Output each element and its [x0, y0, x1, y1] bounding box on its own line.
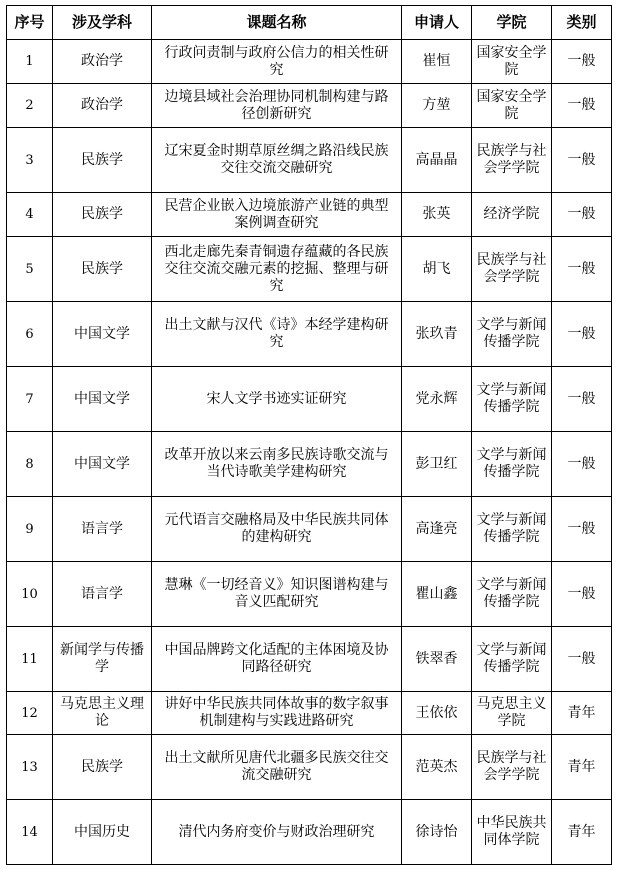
cell-subject: 政治学	[53, 40, 152, 84]
cell-subject: 中国文学	[53, 367, 152, 432]
cell-category: 一般	[552, 497, 612, 562]
cell-no: 14	[7, 800, 53, 865]
cell-title: 民营企业嵌入边境旅游产业链的典型案例调查研究	[152, 193, 402, 237]
cell-no: 6	[7, 302, 53, 367]
cell-category: 一般	[552, 128, 612, 193]
table-row	[7, 497, 612, 562]
cell-applicant: 铁翠香	[402, 627, 472, 692]
cell-subject: 民族学	[53, 128, 152, 193]
table-row	[7, 84, 612, 128]
header-category: 类别	[552, 6, 612, 40]
cell-title: 出土文献所见唐代北疆多民族交往交流交融研究	[152, 735, 402, 800]
header-title: 课题名称	[152, 6, 402, 40]
cell-category: 青年	[552, 692, 612, 735]
cell-title: 讲好中华民族共同体故事的数字叙事机制建构与实践进路研究	[152, 692, 402, 735]
cell-no: 13	[7, 735, 53, 800]
cell-applicant: 高晶晶	[402, 128, 472, 193]
cell-college: 文学与新闻传播学院	[472, 627, 552, 692]
cell-subject: 民族学	[53, 193, 152, 237]
cell-category: 一般	[552, 40, 612, 84]
cell-college: 中华民族共同体学院	[472, 800, 552, 865]
cell-college: 马克思主义学院	[472, 692, 552, 735]
project-table	[6, 5, 612, 865]
cell-title: 清代内务府变价与财政治理研究	[152, 800, 402, 865]
cell-title: 西北走廊先秦青铜遗存蕴藏的各民族交往交流交融元素的挖掘、整理与研究	[152, 237, 402, 302]
cell-applicant: 崔恒	[402, 40, 472, 84]
cell-college: 文学与新闻传播学院	[472, 497, 552, 562]
cell-category: 一般	[552, 193, 612, 237]
cell-applicant: 王依依	[402, 692, 472, 735]
cell-title: 元代语言交融格局及中华民族共同体的建构研究	[152, 497, 402, 562]
cell-category: 青年	[552, 735, 612, 800]
cell-applicant: 高逢亮	[402, 497, 472, 562]
table-row	[7, 800, 612, 865]
cell-subject: 中国历史	[53, 800, 152, 865]
cell-college: 民族学与社会学学院	[472, 237, 552, 302]
cell-no: 4	[7, 193, 53, 237]
cell-no: 7	[7, 367, 53, 432]
cell-college: 民族学与社会学学院	[472, 735, 552, 800]
table-row	[7, 432, 612, 497]
cell-category: 一般	[552, 367, 612, 432]
cell-title: 行政问责制与政府公信力的相关性研究	[152, 40, 402, 84]
cell-subject: 政治学	[53, 84, 152, 128]
table-row	[7, 302, 612, 367]
table-header-row	[7, 6, 612, 40]
cell-subject: 语言学	[53, 497, 152, 562]
cell-subject: 民族学	[53, 735, 152, 800]
cell-subject: 语言学	[53, 562, 152, 627]
cell-college: 经济学院	[472, 193, 552, 237]
table-row	[7, 692, 612, 735]
cell-applicant: 方堃	[402, 84, 472, 128]
cell-no: 1	[7, 40, 53, 84]
table-row	[7, 40, 612, 84]
header-college: 学院	[472, 6, 552, 40]
table-row	[7, 562, 612, 627]
cell-no: 5	[7, 237, 53, 302]
cell-category: 一般	[552, 432, 612, 497]
cell-applicant: 张玖青	[402, 302, 472, 367]
table-row	[7, 367, 612, 432]
table-row	[7, 735, 612, 800]
cell-title: 中国品牌跨文化适配的主体困境及协同路径研究	[152, 627, 402, 692]
header-applicant: 申请人	[402, 6, 472, 40]
table-row	[7, 237, 612, 302]
cell-no: 12	[7, 692, 53, 735]
cell-subject: 民族学	[53, 237, 152, 302]
cell-college: 民族学与社会学学院	[472, 128, 552, 193]
cell-subject: 中国文学	[53, 432, 152, 497]
cell-category: 一般	[552, 237, 612, 302]
cell-subject: 新闻学与传播学	[53, 627, 152, 692]
cell-no: 2	[7, 84, 53, 128]
cell-subject: 中国文学	[53, 302, 152, 367]
cell-category: 一般	[552, 562, 612, 627]
cell-title: 辽宋夏金时期草原丝绸之路沿线民族交往交流交融研究	[152, 128, 402, 193]
cell-applicant: 党永辉	[402, 367, 472, 432]
cell-no: 9	[7, 497, 53, 562]
cell-title: 宋人文学书迹实证研究	[152, 367, 402, 432]
table-row	[7, 128, 612, 193]
cell-applicant: 张英	[402, 193, 472, 237]
cell-title: 边境县域社会治理协同机制构建与路径创新研究	[152, 84, 402, 128]
cell-category: 一般	[552, 84, 612, 128]
page	[6, 5, 611, 865]
cell-applicant: 徐诗怡	[402, 800, 472, 865]
cell-subject: 马克思主义理论	[53, 692, 152, 735]
table-row	[7, 193, 612, 237]
cell-no: 10	[7, 562, 53, 627]
table-row	[7, 627, 612, 692]
cell-title: 慧琳《一切经音义》知识图谱构建与音义匹配研究	[152, 562, 402, 627]
cell-college: 文学与新闻传播学院	[472, 432, 552, 497]
cell-college: 文学与新闻传播学院	[472, 562, 552, 627]
header-subject: 涉及学科	[53, 6, 152, 40]
cell-category: 一般	[552, 627, 612, 692]
cell-college: 文学与新闻传播学院	[472, 302, 552, 367]
cell-no: 8	[7, 432, 53, 497]
cell-applicant: 范英杰	[402, 735, 472, 800]
header-no: 序号	[7, 6, 53, 40]
cell-applicant: 彭卫红	[402, 432, 472, 497]
cell-category: 青年	[552, 800, 612, 865]
cell-no: 3	[7, 128, 53, 193]
cell-no: 11	[7, 627, 53, 692]
cell-applicant: 胡飞	[402, 237, 472, 302]
cell-college: 国家安全学院	[472, 84, 552, 128]
cell-category: 一般	[552, 302, 612, 367]
cell-title: 出土文献与汉代《诗》本经学建构研究	[152, 302, 402, 367]
cell-college: 文学与新闻传播学院	[472, 367, 552, 432]
cell-applicant: 瞿山鑫	[402, 562, 472, 627]
cell-title: 改革开放以来云南多民族诗歌交流与当代诗歌美学建构研究	[152, 432, 402, 497]
cell-college: 国家安全学院	[472, 40, 552, 84]
